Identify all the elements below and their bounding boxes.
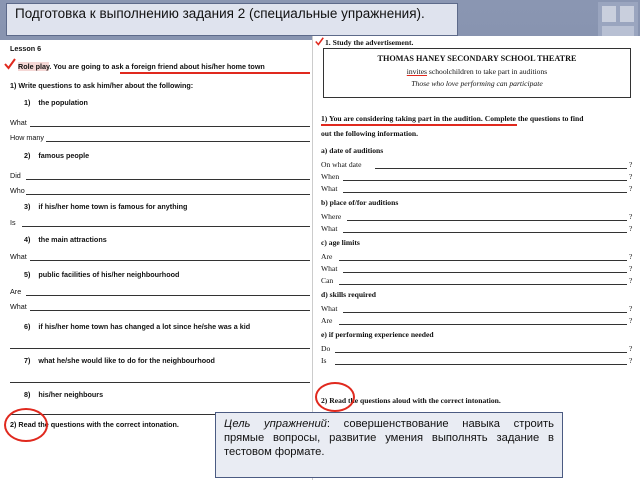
answer-line[interactable] [347, 220, 627, 221]
question-starter: What [321, 304, 338, 313]
topic-text: public facilities of his/her neighbourhood [38, 270, 180, 279]
task-part-a: 1) You are considering taking part in the audition. [321, 114, 483, 123]
answer-line[interactable] [343, 312, 627, 313]
question-starter: How many [10, 133, 44, 142]
advertisement-box [323, 48, 631, 98]
question-topic [24, 322, 250, 331]
task-line2: out the following information. [321, 129, 419, 138]
step1-heading: 1. Study the advertisement. [325, 38, 414, 47]
topic-number: 2) [24, 151, 31, 160]
question-starter: What [321, 184, 338, 193]
question-starter: When [321, 172, 340, 181]
answer-line[interactable] [335, 364, 627, 365]
answer-line[interactable] [343, 272, 627, 273]
question-starter: Are [321, 252, 333, 261]
final-instruction: 2) Read the questions with the correct intonation. [10, 420, 179, 429]
question-starter: What [321, 264, 338, 273]
question-starter: What [10, 118, 27, 127]
goal-note [215, 412, 563, 478]
question-mark: ? [629, 264, 633, 273]
checkmark-icon [4, 58, 16, 70]
instruction: 1) Write questions to ask him/her about the following: [10, 81, 194, 90]
section-heading: e) if performing experience needed [321, 330, 434, 339]
ad-line1-rest: schoolchildren to take part in auditions [427, 67, 548, 76]
answer-line[interactable] [339, 284, 627, 285]
question-starter: Did [10, 171, 21, 180]
section-heading: c) age limits [321, 238, 360, 247]
goal-text: : совершенствование навыка строить прямые вопросы, развитие умения выполнять задание в тестовом формате. [224, 418, 554, 458]
topic-number: 6) [24, 322, 31, 331]
topic-number: 3) [24, 202, 31, 211]
question-mark: ? [629, 316, 633, 325]
question-starter: Is [10, 218, 16, 227]
question-mark: ? [629, 224, 633, 233]
answer-line[interactable] [375, 168, 627, 169]
ad-line2: Those who love performing can participate [411, 79, 543, 88]
answer-line[interactable] [335, 352, 627, 353]
checkmark-icon [315, 37, 324, 46]
slide-title-text: Подготовка к выполнению задания 2 (специальные упражнения). [15, 6, 425, 21]
topic-text: if his/her home town has changed a lot since he/she was a kid [38, 322, 251, 331]
question-topic [24, 356, 215, 365]
roleplay-label: Role play [18, 62, 50, 71]
lesson-heading: Lesson 6 [10, 44, 42, 53]
question-starter: Is [321, 356, 327, 365]
question-topic [24, 270, 179, 279]
ad-title: THOMAS HANEY SECONDARY SCHOOL THEATRE [377, 54, 577, 63]
question-topic [24, 390, 103, 399]
question-mark: ? [629, 252, 633, 261]
question-starter: Are [10, 287, 22, 296]
answer-line[interactable] [339, 324, 627, 325]
question-topic [24, 98, 88, 107]
topic-text: the main attractions [38, 235, 107, 244]
question-topic [24, 202, 187, 211]
roleplay-text: . You are going to ask a foreign friend about his/her home town [49, 62, 265, 71]
answer-line[interactable] [10, 382, 310, 383]
section-heading: a) date of auditions [321, 146, 384, 155]
answer-line[interactable] [30, 126, 310, 127]
topic-number: 8) [24, 390, 31, 399]
question-mark: ? [629, 184, 633, 193]
answer-line[interactable] [343, 232, 627, 233]
topic-text: if his/her home town is famous for anything [38, 202, 188, 211]
answer-line[interactable] [26, 179, 310, 180]
answer-line[interactable] [30, 260, 310, 261]
question-mark: ? [629, 304, 633, 313]
question-starter: What [10, 302, 27, 311]
highlight-circle [4, 408, 48, 442]
question-starter: Are [321, 316, 333, 325]
answer-line[interactable] [30, 310, 310, 311]
highlight-underline [321, 124, 517, 126]
topic-number: 1) [24, 98, 31, 107]
task-part-b: Complete the questions to find [482, 114, 584, 123]
ad-invites: invites [406, 67, 428, 76]
question-mark: ? [629, 160, 633, 169]
highlight-circle [315, 382, 355, 412]
question-starter: What [10, 252, 27, 261]
topic-text: his/her neighbours [38, 390, 104, 399]
topic-text: what he/she would like to do for the neighbourhood [38, 356, 215, 365]
answer-line[interactable] [343, 192, 627, 193]
answer-line[interactable] [339, 260, 627, 261]
question-starter: On what date [321, 160, 362, 169]
slide-title [6, 3, 458, 36]
section-heading: b) place of/for auditions [321, 198, 399, 207]
question-starter: Who [10, 186, 25, 195]
topic-number: 7) [24, 356, 31, 365]
question-starter: Can [321, 276, 334, 285]
topic-number: 5) [24, 270, 31, 279]
answer-line[interactable] [22, 226, 310, 227]
topic-text: famous people [38, 151, 90, 160]
goal-label: Цель упражнений [224, 418, 327, 430]
answer-line[interactable] [26, 295, 310, 296]
question-mark: ? [629, 356, 633, 365]
question-starter: Where [321, 212, 342, 221]
question-starter: Do [321, 344, 331, 353]
question-mark: ? [629, 172, 633, 181]
question-mark: ? [629, 276, 633, 285]
question-topic [24, 235, 107, 244]
question-starter: What [321, 224, 338, 233]
question-mark: ? [629, 212, 633, 221]
answer-line[interactable] [26, 194, 310, 195]
task-line1 [321, 114, 583, 123]
topic-text: the population [38, 98, 88, 107]
answer-line[interactable] [46, 141, 310, 142]
answer-line[interactable] [343, 180, 627, 181]
ad-line1 [324, 67, 630, 76]
question-mark: ? [629, 344, 633, 353]
answer-line[interactable] [10, 348, 310, 349]
final-instruction: 2) Read the questions aloud with the correct intonation. [321, 396, 501, 405]
question-topic [24, 151, 89, 160]
topic-number: 4) [24, 235, 31, 244]
section-heading: d) skills required [321, 290, 376, 299]
roleplay-line [18, 62, 265, 71]
highlight-underline [120, 72, 310, 74]
